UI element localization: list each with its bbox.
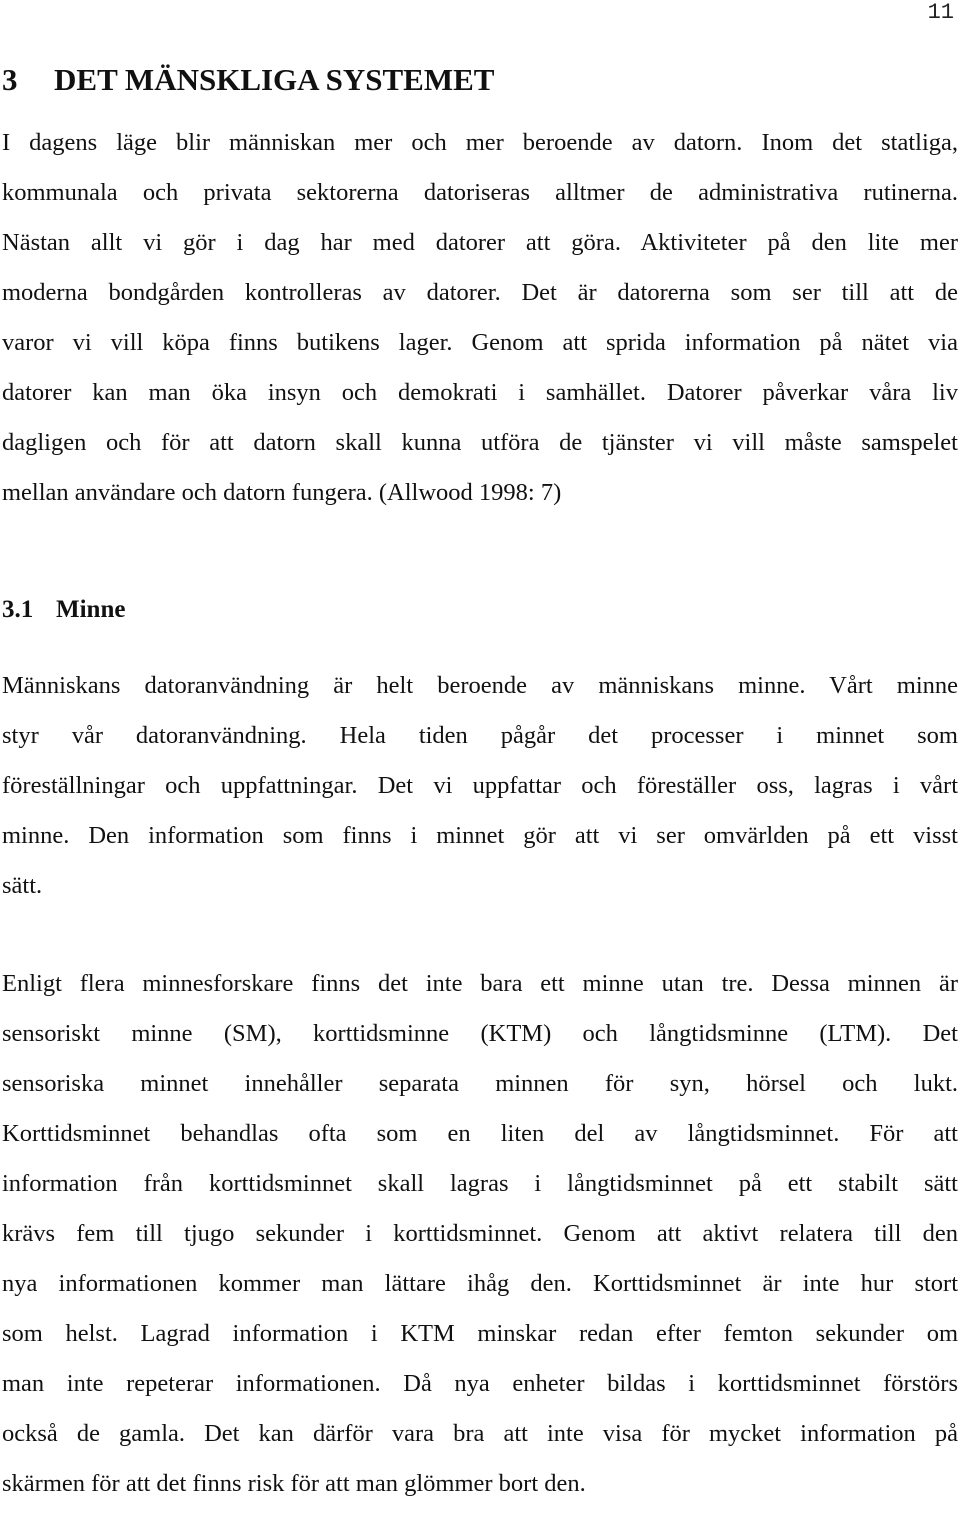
text-line: skärmen för att det finns risk för att man glömmer bort den.: [2, 1470, 586, 1497]
section-number: 3.1: [2, 596, 34, 623]
text-line: sensoriska minnet innehåller separata minnen för syn, hörsel och lukt.: [2, 1070, 958, 1097]
text-line: I dagens läge blir människan mer och mer beroende av datorn. Inom det statliga,: [2, 129, 958, 156]
chapter-heading: [2, 56, 958, 104]
text-line: nya informationen kommer man lättare ihåg den. Korttidsminnet är inte hur stort: [2, 1270, 958, 1297]
paragraph-intro: [2, 118, 958, 518]
text-line: kommunala och privata sektorerna datoriseras alltmer de administrativa rutinerna.: [2, 179, 958, 206]
page-content: [2, 56, 958, 1509]
text-line: som helst. Lagrad information i KTM minskar redan efter femton sekunder om: [2, 1320, 958, 1347]
text-line: moderna bondgården kontrolleras av datorer. Det är datorerna som ser till att de: [2, 279, 958, 306]
section-heading: [2, 588, 958, 632]
text-line: Korttidsminnet behandlas ofta som en liten del av långtidsminnet. För att: [2, 1120, 958, 1147]
paragraph-memory-types: [2, 959, 958, 1509]
text-line: också de gamla. Det kan därför vara bra att inte visa för mycket information på: [2, 1420, 958, 1447]
text-line: information från korttidsminnet skall lagras i långtidsminnet på ett stabilt sätt: [2, 1170, 958, 1197]
text-line: sätt.: [2, 872, 43, 899]
text-line: föreställningar och uppfattningar. Det vi uppfattar och föreställer oss, lagras i vårt: [2, 772, 958, 799]
paragraph-memory: [2, 661, 958, 911]
text-line: krävs fem till tjugo sekunder i korttidsminnet. Genom att aktivt relatera till den: [2, 1220, 958, 1247]
text-line: minne. Den information som finns i minnet gör att vi ser omvärlden på ett visst: [2, 822, 958, 849]
text-line: Enligt flera minnesforskare finns det inte bara ett minne utan tre. Dessa minnen är: [2, 970, 958, 997]
text-line: mellan användare och datorn fungera. (Allwood 1998: 7): [2, 479, 562, 506]
text-line: datorer kan man öka insyn och demokrati i samhället. Datorer påverkar våra liv: [2, 379, 958, 406]
text-line: sensoriskt minne (SM), korttidsminne (KTM) och långtidsminne (LTM). Det: [2, 1020, 958, 1047]
page-number: 11: [927, 0, 954, 25]
text-line: Nästan allt vi gör i dag har med datorer att göra. Aktiviteter på den lite mer: [2, 229, 958, 256]
text-line: styr vår datoranvändning. Hela tiden pågår det processer i minnet som: [2, 722, 958, 749]
chapter-title: DET MÄNSKLIGA SYSTEMET: [54, 62, 495, 97]
text-line: dagligen och för att datorn skall kunna utföra de tjänster vi vill måste samspelet: [2, 429, 958, 456]
chapter-number: 3: [2, 62, 18, 97]
text-line: man inte repeterar informationen. Då nya enheter bildas i korttidsminnet förstörs: [2, 1370, 958, 1397]
text-line: varor vi vill köpa finns butikens lager. Genom att sprida information på nätet via: [2, 329, 958, 356]
section-title: Minne: [56, 596, 126, 623]
text-line: Människans datoranvändning är helt beroende av människans minne. Vårt minne: [2, 672, 958, 699]
